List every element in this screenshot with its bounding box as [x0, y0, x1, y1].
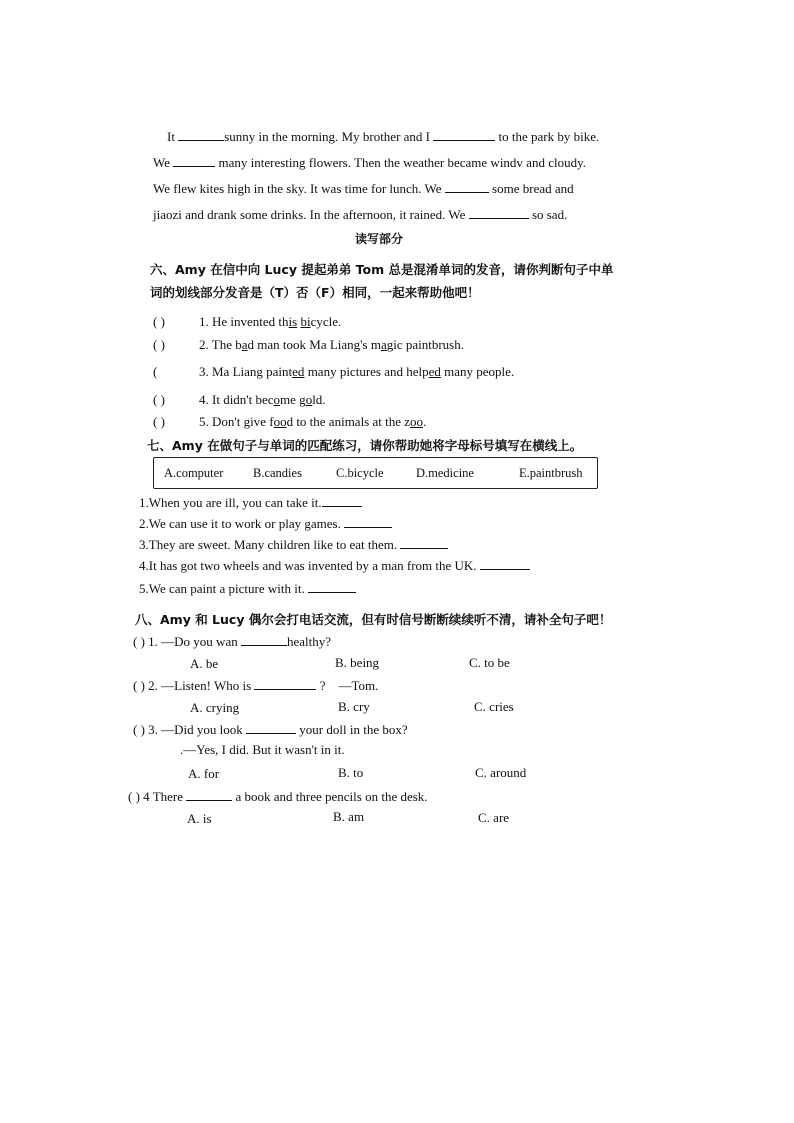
- question-text: —Do you wan: [161, 634, 238, 649]
- question-text: —Did you look: [161, 722, 243, 737]
- answer-paren[interactable]: ( ): [153, 337, 165, 352]
- choice-d: D.medicine: [416, 466, 474, 480]
- match-text: 1.When you are ill, you can take it.: [139, 495, 322, 510]
- passage-text: many interesting flowers. Then the weather became windv and cloudy.: [218, 155, 586, 170]
- q1-option-b[interactable]: B. being: [335, 655, 380, 670]
- word-bank: [153, 457, 598, 489]
- q2-option-c[interactable]: C. cries: [474, 699, 514, 714]
- question-number: 1.: [148, 634, 158, 649]
- answer-blank[interactable]: [246, 721, 296, 734]
- match-item-5: [139, 580, 356, 597]
- question-text: healthy?: [286, 634, 332, 649]
- answer-blank[interactable]: [400, 536, 448, 549]
- question-3: [133, 721, 408, 738]
- q3-option-a[interactable]: A. for: [188, 766, 220, 781]
- answer-blank[interactable]: [241, 633, 287, 646]
- question-text: a book and three pencils on the desk.: [235, 789, 428, 804]
- choice-e: E.paintbrush: [519, 466, 583, 480]
- q4-option-c[interactable]: C. are: [478, 810, 510, 825]
- pronunciation-item: [153, 414, 426, 430]
- section-6-instruction-1: 六、Amy 在信中向 Lucy 提起弟弟 Tom 总是混淆单词的发音，请你判断句子中单: [150, 262, 614, 277]
- question-text: There: [152, 789, 183, 804]
- answer-paren[interactable]: ( ): [153, 314, 165, 329]
- item-text: 4. It didn't bec: [199, 392, 274, 407]
- choice-b: B.candies: [253, 466, 302, 480]
- underlined-letters: ed: [428, 364, 441, 379]
- question-4: [128, 788, 428, 805]
- match-item-2: [139, 515, 392, 532]
- item-text: ld.: [312, 392, 326, 407]
- item-text: d man took Ma Liang's m: [247, 337, 381, 352]
- item-text: many pictures and help: [304, 364, 429, 379]
- q3-reply: .—Yes, I did. But it wasn't in it.: [180, 742, 345, 757]
- answer-paren[interactable]: ( ): [128, 789, 140, 804]
- q1-option-a[interactable]: A. be: [190, 656, 219, 671]
- underlined-letters: oo: [273, 414, 287, 429]
- passage-text: so sad.: [531, 207, 568, 222]
- passage-text: some bread and: [492, 181, 574, 196]
- answer-blank[interactable]: [186, 788, 232, 801]
- answer-blank[interactable]: [322, 494, 362, 507]
- question-number: 4: [143, 789, 150, 804]
- passage-text: We: [153, 155, 170, 170]
- answer-blank[interactable]: [433, 128, 495, 141]
- underlined-letters: a: [241, 337, 248, 352]
- passage-text: jiaozi and drank some drinks. In the afternoon, it rained. We: [153, 207, 466, 222]
- passage-text: It: [167, 129, 175, 144]
- q3-option-c[interactable]: C. around: [475, 765, 527, 780]
- pronunciation-item: [153, 392, 326, 408]
- question-text: your doll in the box?: [299, 722, 408, 737]
- answer-blank[interactable]: [480, 557, 530, 570]
- pronunciation-item: [153, 364, 514, 380]
- section-7-instruction: 七、Amy 在做句子与单词的匹配练习，请你帮助她将字母标号填写在横线上。: [147, 438, 583, 453]
- underlined-letters: a: [380, 337, 387, 352]
- section-6-instruction-2: 词的划线部分发音是（T）否（F）相同，一起来帮助他吧！: [150, 285, 480, 300]
- question-2: [133, 677, 378, 694]
- q4-option-a[interactable]: A. is: [187, 811, 212, 826]
- item-text: gic paintbrush.: [386, 337, 464, 352]
- answer-paren[interactable]: ( ): [133, 634, 145, 649]
- question-number: 2.: [148, 678, 158, 693]
- item-text: d to the animals at the z: [286, 414, 411, 429]
- item-text: cycle.: [310, 314, 342, 329]
- question-1: [133, 633, 331, 650]
- answer-blank[interactable]: [469, 206, 529, 219]
- pronunciation-item: [153, 337, 464, 353]
- answer-paren[interactable]: ( ): [153, 414, 165, 429]
- passage-text: We flew kites high in the sky. It was time for lunch. We: [153, 181, 442, 196]
- passage-line-3: [153, 180, 574, 197]
- answer-blank[interactable]: [173, 154, 215, 167]
- answer-blank[interactable]: [178, 128, 224, 141]
- underlined-letters: oo: [410, 414, 424, 429]
- q1-option-c[interactable]: C. to be: [469, 655, 510, 670]
- answer-paren[interactable]: (: [153, 364, 158, 379]
- item-text: 1. He invented th: [199, 314, 289, 329]
- match-item-1: [139, 494, 362, 511]
- q3-option-b[interactable]: B. to: [338, 765, 364, 780]
- item-text: .: [423, 414, 427, 429]
- passage-text: to the park by bike.: [498, 129, 600, 144]
- choice-a: A.computer: [164, 466, 224, 480]
- answer-paren[interactable]: ( ): [133, 678, 145, 693]
- match-item-4: [139, 557, 530, 574]
- item-text: 2. The b: [199, 337, 242, 352]
- underlined-letters: o: [305, 392, 313, 407]
- question-text: —Listen! Who is: [161, 678, 252, 693]
- item-text: many people.: [440, 364, 515, 379]
- pronunciation-item: [153, 314, 341, 330]
- item-text: 3. Ma Liang paint: [199, 364, 293, 379]
- choice-c: C.bicycle: [336, 466, 384, 480]
- answer-blank[interactable]: [445, 180, 489, 193]
- question-text: —Tom.: [338, 678, 379, 693]
- match-item-3: [139, 536, 448, 553]
- answer-blank[interactable]: [254, 677, 316, 690]
- answer-blank[interactable]: [308, 580, 356, 593]
- q2-option-b[interactable]: B. cry: [338, 699, 370, 714]
- match-text: 2.We can use it to work or play games.: [139, 516, 341, 531]
- section-8-instruction: 八、Amy 和 Lucy 偶尔会打电话交流，但有时信号断断续续听不清，请补全句子吧！: [135, 612, 612, 627]
- underlined-letters: is: [288, 314, 298, 329]
- underlined-letters: o: [273, 392, 281, 407]
- match-text: 3.They are sweet. Many children like to eat them.: [139, 537, 398, 552]
- passage-line-1: [167, 128, 599, 145]
- match-text: 5.We can paint a picture with it.: [139, 581, 305, 596]
- item-text: me g: [280, 392, 306, 407]
- q2-option-a[interactable]: A. crying: [190, 700, 240, 715]
- question-text: ?: [319, 678, 326, 693]
- passage-text: sunny in the morning. My brother and I: [224, 129, 431, 144]
- section-title: 读写部分: [355, 232, 404, 246]
- item-text: 5. Don't give f: [199, 414, 274, 429]
- answer-blank[interactable]: [344, 515, 392, 528]
- question-number: 3.: [148, 722, 158, 737]
- passage-line-4: [153, 206, 567, 223]
- underlined-letters: ed: [292, 364, 305, 379]
- answer-paren[interactable]: ( ): [133, 722, 145, 737]
- passage-line-2: [153, 154, 586, 171]
- match-text: 4.It has got two wheels and was invented by a man from the UK.: [139, 558, 477, 573]
- answer-paren[interactable]: ( ): [153, 392, 165, 407]
- underlined-letters: bi: [300, 314, 311, 329]
- q4-option-b[interactable]: B. am: [333, 809, 365, 824]
